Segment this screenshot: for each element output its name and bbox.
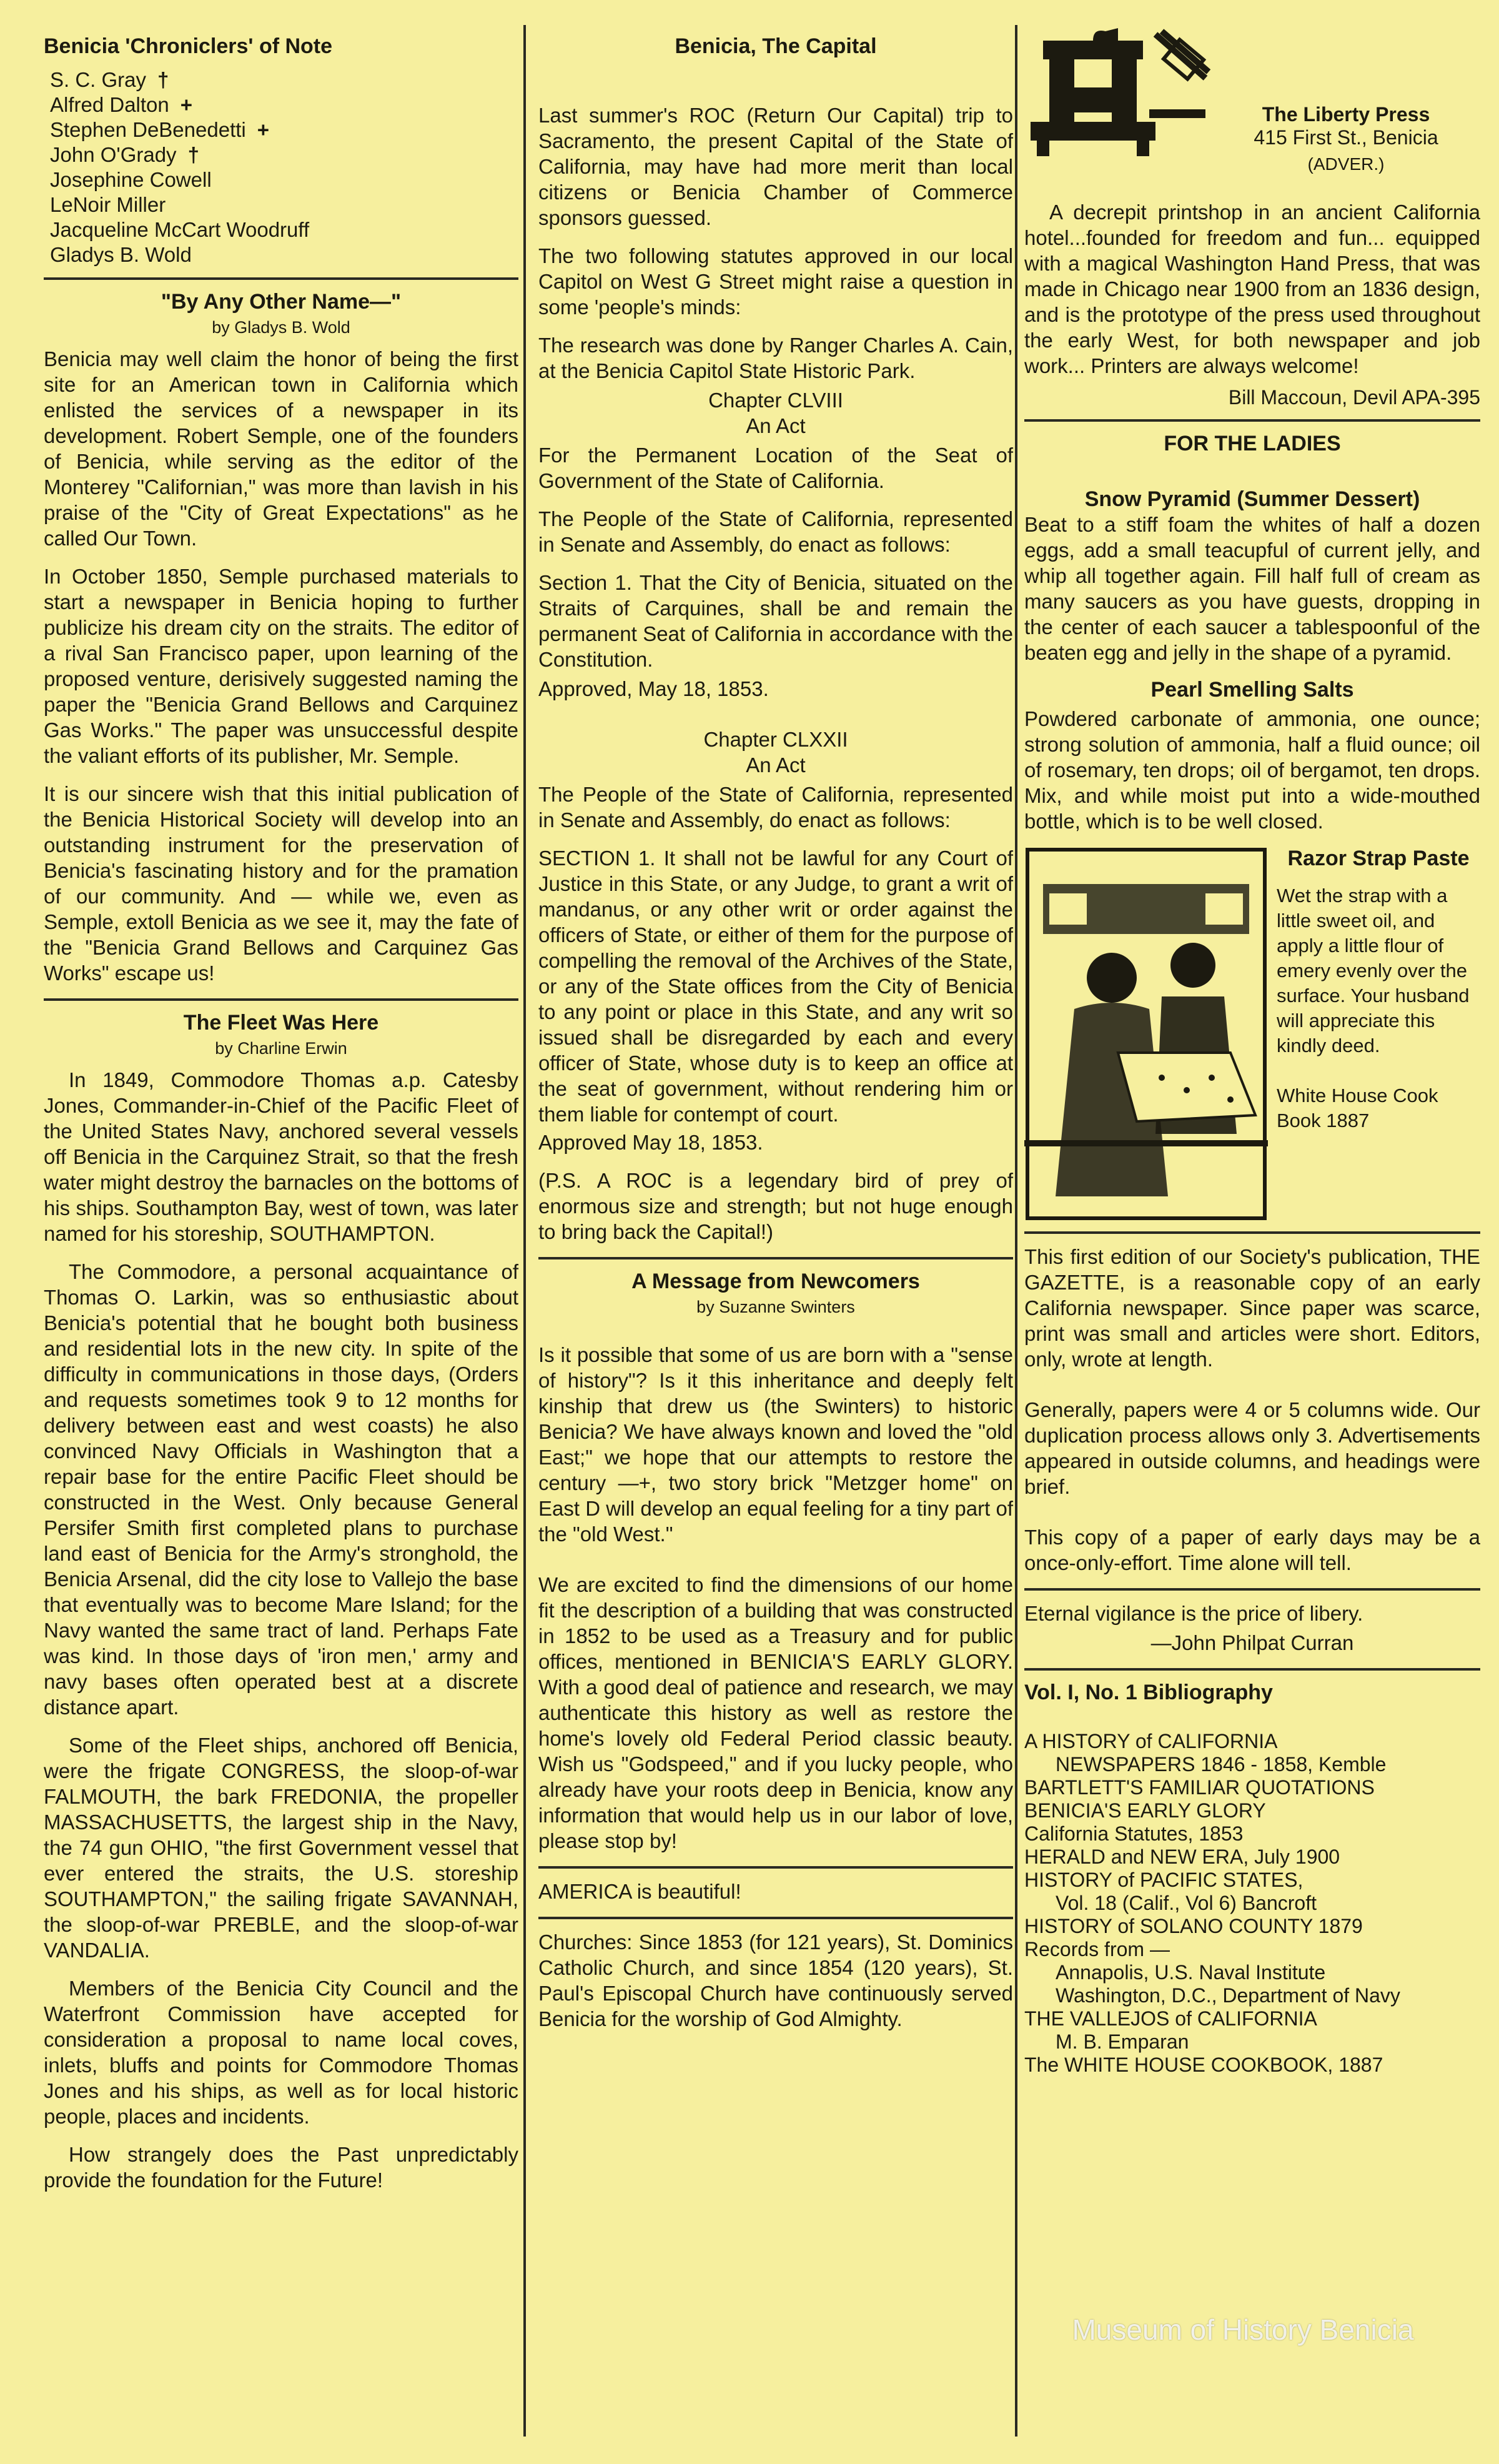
cross-icon: + [257,118,270,141]
chapter-title: Chapter CLVIII [708,389,843,412]
article-title: A Message from Newcomers [631,1269,920,1293]
article-paragraph: The People of the State of California, represented in Senate and Assembly, do enact as follows: [538,507,1013,556]
fleet-article [44,1011,518,2193]
chronicler-item: Stephen DeBenedetti + [50,118,270,141]
divider [538,1866,1013,1869]
america-line: AMERICA is beautiful! [538,1880,741,1903]
ladies-section [1024,432,1480,1221]
bibliography-entry: The WHITE HOUSE COOKBOOK, 1887 [1024,2054,1383,2076]
press-name: The Liberty Press [1262,103,1430,126]
chapter-title: Chapter CLXXII [703,728,848,751]
chronicler-item: Gladys B. Wold [50,243,192,266]
divider [538,1257,1013,1259]
quote-block [1024,1601,1480,1656]
printing-press-icon [1024,28,1212,159]
article-byline: by Charline Erwin [215,1039,347,1058]
article-title: "By Any Other Name—" [161,290,402,314]
cross-icon: † [187,143,199,166]
press-signature: Bill Maccoun, Devil APA-395 [1228,386,1480,409]
article-paragraph: Benicia may well claim the honor of being the first site for an American town in California which enlisted the services of a newspaper in its development. Robert Semple, one of the founders of Benicia, while serving as the editor of the Monterey "Californian," was more than lavish in his praise of the "City of Great Expectations" as he called Our Town. [44,347,518,550]
article-paragraph: In October 1850, Semple purchased materials to start a newspaper in Benicia hoping to further publicize his dream city on the straits. The editor of a rival San Francisco paper, upon learning of the proposed venture, derisively suggested naming the paper the "Benicia Grand Bellows and Carquinez Gas Works." The paper was unsuccessful despite the valiant efforts of its publisher, Mr. Semple. [44,565,518,767]
bibliography-entry: Annapolis, U.S. Naval Institute [1056,1961,1326,1984]
chronicler-item: Jacqueline McCart Woodruff [50,218,310,241]
liberty-press-ad [1024,28,1480,409]
bibliography-entry: Washington, D.C., Department of Navy [1056,1984,1400,2007]
chronicler-item: Alfred Dalton + [50,93,193,116]
approval-date: Approved May 18, 1853. [538,1131,763,1154]
chroniclers-section [44,34,518,267]
bibliography-entry: HERALD and NEW ERA, July 1900 [1024,1846,1340,1868]
divider [1024,1231,1480,1234]
chronicler-item: LeNoir Miller [50,193,166,216]
divider [538,1917,1013,1919]
gazette-paragraph: Generally, papers were 4 or 5 columns wide. Our duplication process allows only 3. Advertisements appeared in outside columns, and headings were brief. [1024,1398,1480,1498]
article-title: The Fleet Was Here [183,1011,379,1035]
press-info [1212,28,1480,174]
section-title: FOR THE LADIES [1164,432,1341,455]
article-paragraph: We are excited to find the dimensions of our home fit the description of a building that was constructed in 1852 to be used as a Treasury and for public offices, mentioned in BENICIA'S EARLY GLORY. With a good deal of patience and research, we may authenticate this history as well as restore the home's lovely old Federal Period classic beauty. Wish us "Godspeed," and if you lucky people, who already have your roots deep in Benicia, know any information that would help us in our labor of love, please stop by! [538,1573,1013,1852]
couple-illustration-icon [1024,847,1268,1221]
article-paragraph: The research was done by Ranger Charles A. Cain, at the Benicia Capitol State Historic Park. [538,334,1013,382]
divider [1024,1668,1480,1671]
article-paragraph: It is our sincere wish that this initial publication of the Benicia Historical Society will develop into an outstanding instrument for the preservation of Benicia's fascinating history and for the pramation of our community. And — while we, even as Semple, extoll Benicia as we see it, may the fate of the "Benicia Grand Bellows and Carquinez Gas Works" escape us! [44,782,518,985]
article-paragraph: The two following statutes approved in our local Capitol on West G Street might raise a question in some 'people's minds: [538,244,1013,319]
museum-watermark: Museum of History Benicia [1072,2313,1414,2346]
bibliography [1024,1681,1480,2077]
article-paragraph: SECTION 1. It shall not be lawful for any Court of Justice in this State, or any Judge, to grant a writ of mandanus, or any other writ or order against the officers of State, or either of them for the purpose of compelling the removal of the Archives of the State, or any of the State offices from the City of Benicia to any point or place in this State, and any writ so issued shall be disregarded by each and every officer of State, whose duty is to keep an office at the seat of government, without rendering him or them liable for contempt of court. [538,847,1013,1126]
column-2 [538,28,1013,2439]
cross-icon: † [157,68,169,91]
column-rule-1 [523,25,526,2437]
column-1 [44,28,518,2439]
article-title: Benicia, The Capital [675,34,877,58]
chronicler-item: S. C. Gray † [50,68,169,91]
recipe-body: Beat to a stiff foam the whites of half a dozen eggs, add a small teacupful of current jelly, and whip all together again. Fill half full of cream as many saucers as you have guests, dropping in the center of each saucer a tablespoonful of the beaten egg and jelly in the shape of a pyramid. [1024,513,1480,664]
gazette-paragraph: This first edition of our Society's publication, THE GAZETTE, is a reasonable copy of an early California newspaper. Since paper was scarce, print was small and articles were short. Editors, only, wrote at length. [1024,1245,1480,1371]
bibliography-entry: M. B. Emparan [1056,2030,1189,2053]
newcomers-article [538,1269,1013,1854]
postscript: (P.S. A ROC is a legendary bird of prey of enormous size and strength; but not huge enough to bring back the Capital!) [538,1169,1013,1243]
chapter-subtitle: An Act [746,414,806,437]
article-paragraph: Members of the Benicia City Council and the Waterfront Commission have accepted for consideration a proposal to name local coves, inlets, bluffs and points for Commodore Thomas Jones and his ships, as well as for local historic people, places and incidents. [44,1977,518,2128]
razor-strap-block [1024,847,1480,1221]
quote-text: Eternal vigilance is the price of libery. [1024,1602,1363,1625]
cross-icon: + [180,93,193,116]
churches-note: Churches: Since 1853 (for 121 years), St. Dominics Catholic Church, and since 1854 (120 years), St. Paul's Episcopal Church have continuously served Benicia for the worship of God Almighty. [538,1930,1013,2030]
article-paragraph: The People of the State of California, represented in Senate and Assembly, do enact as follows: [538,783,1013,832]
bibliography-entry: BENICIA'S EARLY GLORY [1024,1799,1266,1822]
other-name-article [44,290,518,986]
chronicler-item: Josephine Cowell [50,168,212,191]
quote-author: —John Philpat Curran [1150,1631,1354,1654]
article-paragraph: How strangely does the Past unpredictably provide the foundation for the Future! [44,2143,518,2192]
divider [44,277,518,280]
bibliography-entry: California Statutes, 1853 [1024,1822,1244,1845]
recipe-body: Wet the strap with a little sweet oil, and apply a little flour of emery evenly over the surface. Your husband will appreciate this kindly deed. [1277,885,1470,1056]
article-paragraph: Is it possible that some of us are born with a "sense of history"? Is it this inheritance and deeply felt kinship that drew us (the Swinters) to historic Benicia? We have always known and loved the "old East;" we hope that our attempts to restore the century —+, two story brick "Metzger home" on East D will develop an equal feeling for a tiny part of the "old West." [538,1343,1013,1546]
bibliography-entry: Vol. 18 (Calif., Vol 6) Bancroft [1056,1892,1317,1914]
bibliography-entry: HISTORY of SOLANO COUNTY 1879 [1024,1915,1363,1937]
recipe-title: Pearl Smelling Salts [1150,678,1354,702]
divider [44,998,518,1001]
recipe-body: Powdered carbonate of ammonia, one ounce; strong solution of ammonia, half a fluid ounce; oil of rosemary, ten drops; oil of bergamot, ten drops. Mix, and while moist put into a wide-mouthed bottle, which is to be well closed. [1024,707,1480,833]
press-body: A decrepit printshop in an ancient California hotel...founded for freedom and fun... equipped with a magical Washington Hand Press, that was made in Chicago near 1900 from an 1836 design, and is the prototype of the press used throughout the early West, for both newspaper and job work... Printers are always welcome! [1024,201,1480,377]
divider [1024,1588,1480,1591]
article-paragraph: Last summer's ROC (Return Our Capital) trip to Sacramento, the present Capital of the State of California, may have had more merit than local citizens or Benicia Chamber of Commerce sponsors guessed. [538,104,1013,229]
press-address: 415 First St., Benicia [1254,126,1438,149]
article-byline: by Suzanne Swinters [696,1298,855,1316]
chronicler-item: John O'Grady † [50,143,199,166]
chroniclers-list [50,67,518,267]
article-paragraph: Some of the Fleet ships, anchored off Benicia, were the frigate CONGRESS, the sloop-of-war FALMOUTH, the bark FREDONIA, the propeller MASSACHUSETTS, the largest ship in the Navy, the 74 gun OHIO, "the first Government vessel that ever entered the straits, the U.S. storeship SOUTHAMPTON," the sailing frigate SAVANNAH, the sloop-of-war PREBLE, and the sloop-of-war VANDALIA. [44,1734,518,1962]
bibliography-entry: A HISTORY of CALIFORNIA [1024,1730,1278,1752]
bibliography-entry: Records from — [1024,1938,1170,1960]
article-paragraph: The Commodore, a personal acquaintance of Thomas O. Larkin, was so enthusiastic about Benicia's potential that he bought both business and residential lots in the new city. In spite of the difficulty in communications in those days, (Orders and requests sometimes took 9 to 12 months for delivery between east and west coasts) he also convinced Navy Officials in Washington that a repair base for the entire Pacific Fleet should be constructed in the West. Only because General Persifer Smith first completed plans to purchase land east of Benicia for the Army's stronghold, the Benicia Arsenal, did the city lose to Vallejo the base that eventually was to become Mare Island; for the Navy wanted the same tract of land. Perhaps Fate was kind. In those days of 'iron men,' army and navy bases often operated best at a discrete distance apart. [44,1260,518,1719]
article-paragraph: Section 1. That the City of Benicia, situated on the Straits of Carquines, shall be and remain the permanent Seat of California in accordance with the Constitution. [538,571,1013,671]
recipe-source: White House Cook Book 1887 [1277,1085,1438,1131]
bibliography-entry: THE VALLEJOS of CALIFORNIA [1024,2007,1317,2030]
gazette-note [1024,1244,1480,1576]
chroniclers-title: Benicia 'Chroniclers' of Note [44,34,333,58]
divider [1024,419,1480,422]
recipe-title: Snow Pyramid (Summer Dessert) [1084,487,1420,511]
capital-article [538,34,1013,1244]
gazette-paragraph: This copy of a paper of early days may be a once-only-effort. Time alone will tell. [1024,1526,1480,1574]
bibliography-title: Vol. I, No. 1 Bibliography [1024,1681,1273,1704]
adver-label: (ADVER.) [1307,154,1385,174]
chapter-subtitle: An Act [746,753,806,777]
article-paragraph: In 1849, Commodore Thomas a.p. Catesby Jones, Commander-in-Chief of the Pacific Fleet of the United States Navy, anchored several vessels off Benicia in the Carquinez Strait, so that the fresh water might destroy the barnacles on the bottoms of his ships. Southampton Bay, west of town, was later named for his storeship, SOUTHAMPTON. [44,1068,518,1245]
bibliography-entry: NEWSPAPERS 1846 - 1858, Kemble [1056,1753,1387,1776]
column-3 [1024,28,1480,2439]
approval-date: Approved, May 18, 1853. [538,677,769,700]
article-byline: by Gladys B. Wold [212,318,350,337]
article-paragraph: For the Permanent Location of the Seat of Government of the State of California. [538,444,1013,492]
bibliography-entry: HISTORY of PACIFIC STATES, [1024,1869,1304,1891]
recipe-title: Razor Strap Paste [1287,847,1470,870]
razor-text [1277,847,1480,1221]
bibliography-entry: BARTLETT'S FAMILIAR QUOTATIONS [1024,1776,1375,1799]
column-rule-2 [1015,25,1017,2437]
